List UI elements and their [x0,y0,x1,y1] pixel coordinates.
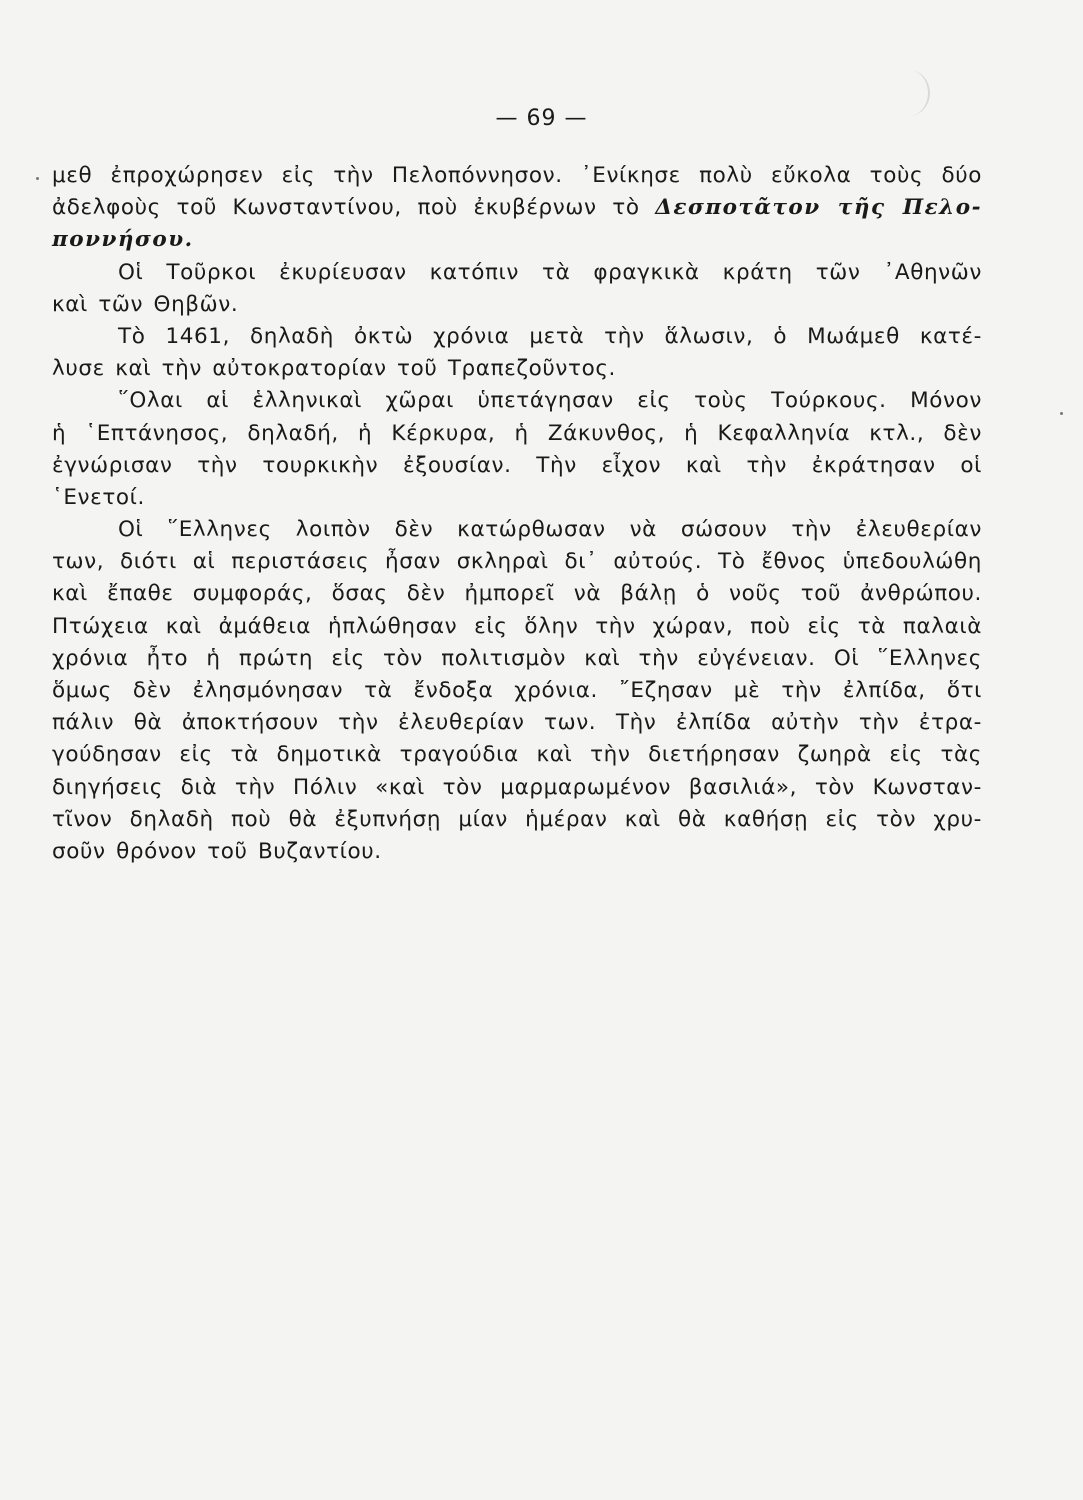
emphasized-term-continued: ποννήσου. [52,227,194,253]
text-line: καὶ τῶν Θηβῶν. [52,291,239,317]
scan-speck [1060,412,1063,415]
text-line: τῖνον δηλαδὴ ποὺ θὰ ἐξυπνήσῃ μίαν ἡμέραν καὶ θὰ καθήσῃ εἰς τὸν χρυ- [52,806,982,832]
body-text [52,160,982,868]
paragraph-start: Τὸ 1461, δηλαδὴ ὀκτὼ χρόνια μετὰ τὴν ἅλωσιν, ὁ Μωάμεθ κατέ- [118,323,982,349]
text-line: πάλιν θὰ ἀποκτήσουν τὴν ἐλευθερίαν των. Τὴν ἐλπίδα αὐτὴν τὴν ἐτρα- [52,710,982,736]
text-line: διηγήσεις διὰ τὴν Πόλιν «καὶ τὸν μαρμαρωμένον βασιλιά», τὸν Κωνσταν- [52,774,982,800]
text-line: Πτώχεια καὶ ἀμάθεια ἡπλώθησαν εἰς ὅλην τὴν χώραν, ποὺ εἰς τὰ παλαιὰ [52,613,982,639]
text-line: ῾Ενετοί. [52,484,145,510]
text-line: γούδησαν εἰς τὰ δημοτικὰ τραγούδια καὶ τὴν διετήρησαν ζωηρὰ εἰς τὰς [52,742,982,768]
text-run: ἀδελφοὺς τοῦ Κωνσταντίνου, ποὺ ἐκυβέρνων τὸ [52,195,640,221]
scan-speck [36,177,39,180]
text-line: χρόνια ἦτο ἡ πρώτη εἰς τὸν πολιτισμὸν καὶ τὴν εὐγένειαν. Οἱ ῞Ελληνες [52,645,982,671]
text-line: καὶ ἔπαθε συμφοράς, ὅσας δὲν ἠμπορεῖ νὰ βάλῃ ὁ νοῦς τοῦ ἀνθρώπου. [52,581,982,607]
text-line: ἐγνώρισαν τὴν τουρκικὴν ἐξουσίαν. Τὴν εἶχον καὶ τὴν ἐκράτησαν οἱ [52,452,982,478]
text-line: μεθ ἐπροχώρησεν εἰς τὴν Πελοπόννησον. ᾿Ενίκησε πολὺ εὔκολα τοὺς δύο [52,163,982,188]
page-number: — 69 — [495,106,588,131]
text-line: ὅμως δὲν ἐλησμόνησαν τὰ ἔνδοξα χρόνια. ῎Εζησαν μὲ τὴν ἐλπίδα, ὅτι [52,678,982,703]
paragraph-start: Οἱ ῞Ελληνες λοιπὸν δὲν κατώρθωσαν νὰ σώσουν τὴν ἐλευθερίαν [118,517,982,543]
paragraph-start: Οἱ Τοῦρκοι ἐκυρίευσαν κατόπιν τὰ φραγκικὰ κράτη τῶν ᾿Αθηνῶν [118,259,982,285]
emphasized-term: Δεσποτᾶτον τῆς Πελο- [655,195,982,221]
text-line: ἡ ῾Επτάνησος, δηλαδή, ἡ Κέρκυρα, ἡ Ζάκυνθος, ἡ Κεφαλληνία κτλ., δὲν [52,420,982,446]
text-line: σοῦν θρόνον τοῦ Βυζαντίου. [52,838,382,864]
text-line: των, διότι αἱ περιστάσεις ἦσαν σκληραὶ δι᾿ αὐτούς. Τὸ ἔθνος ὑπεδουλώθη [52,549,982,575]
text-line: λυσε καὶ τὴν αὐτοκρατορίαν τοῦ Τραπεζοῦντος. [52,356,616,382]
paragraph-start: ῞Ολαι αἱ ἑλληνικαὶ χῶραι ὑπετάγησαν εἰς τοὺς Τούρκους. Μόνον [118,388,982,414]
text-line-with-emphasis [52,192,982,224]
